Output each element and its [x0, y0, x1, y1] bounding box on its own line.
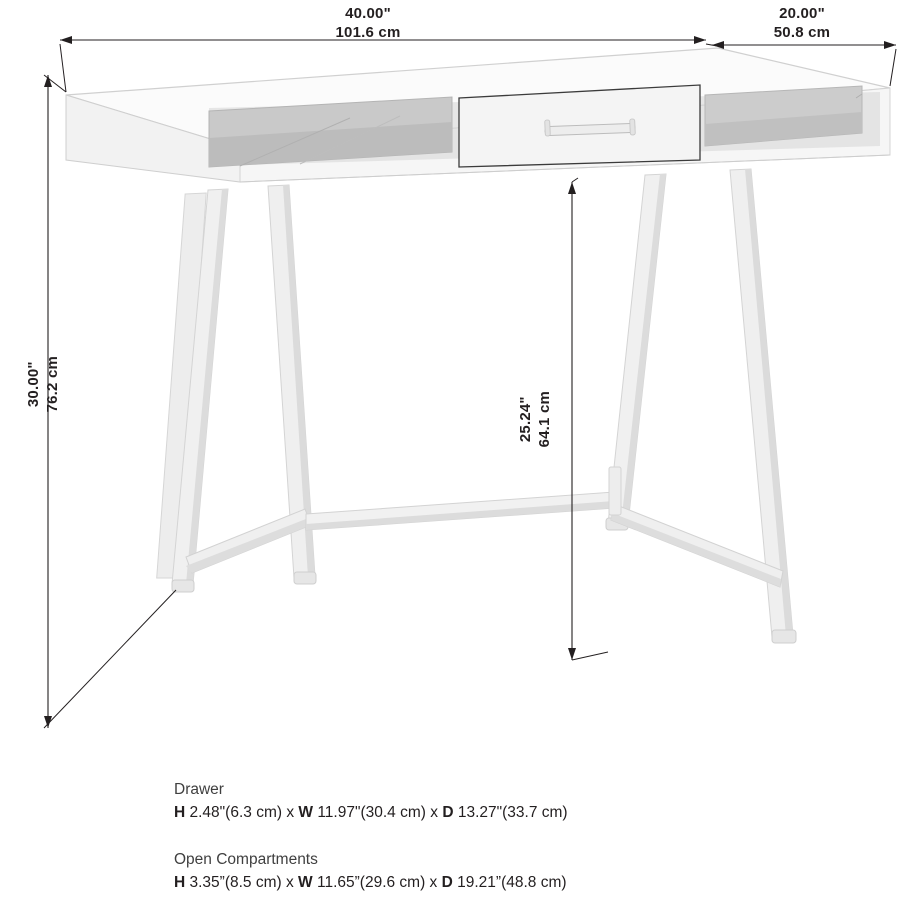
desk-body — [66, 48, 890, 643]
spec-drawer-w-value: 11.97"(30.4 cm) x — [313, 804, 443, 822]
spec-drawer-w-label: W — [298, 804, 314, 822]
dimension-height-imperial: 30.00" — [24, 361, 42, 408]
dimension-width-metric: 101.6 cm — [335, 24, 401, 42]
spec-drawer-h-value: 2.48"(6.3 cm) x — [185, 804, 299, 822]
spec-open-h-value: 3.35”(8.5 cm) x — [185, 874, 299, 892]
spec-drawer-d-label: D — [442, 804, 454, 822]
spec-open-w-label: W — [298, 874, 313, 892]
dimension-clearance-metric: 64.1 cm — [536, 390, 553, 448]
dimension-label-width — [278, 4, 458, 42]
desk-center-stretcher — [306, 467, 621, 530]
spec-open-compartments — [174, 848, 567, 895]
desk-leg-left — [157, 185, 316, 592]
dimension-clearance-imperial: 25.24" — [516, 396, 534, 443]
spec-open-d-value: 19.21”(48.8 cm) — [452, 874, 567, 892]
dimension-height-metric: 76.2 cm — [44, 355, 61, 413]
spec-drawer-values — [174, 801, 568, 825]
spec-drawer-d-value: 13.27"(33.7 cm) — [453, 804, 568, 822]
dimension-label-height — [0, 355, 123, 413]
spec-open-d-label: D — [441, 874, 453, 892]
spec-drawer-h-label: H — [174, 804, 186, 822]
spec-open-compartments-values — [174, 871, 567, 895]
dimension-depth-imperial: 20.00" — [779, 5, 825, 22]
dimension-depth-metric: 50.8 cm — [773, 24, 831, 42]
spec-open-w-value: 11.65”(29.6 cm) x — [312, 874, 442, 892]
leg-foot-right-back — [772, 630, 796, 643]
dimension-label-clearance — [455, 390, 615, 448]
spec-drawer-title: Drawer — [174, 781, 224, 798]
spec-open-h-label: H — [174, 874, 186, 892]
leg-foot-left-back — [294, 572, 316, 584]
spec-drawer — [174, 778, 568, 825]
dimension-width-imperial: 40.00" — [345, 5, 391, 22]
dimension-label-depth — [722, 4, 882, 42]
desk-leg-right — [606, 169, 796, 643]
spec-open-compartments-title: Open Compartments — [174, 851, 318, 868]
